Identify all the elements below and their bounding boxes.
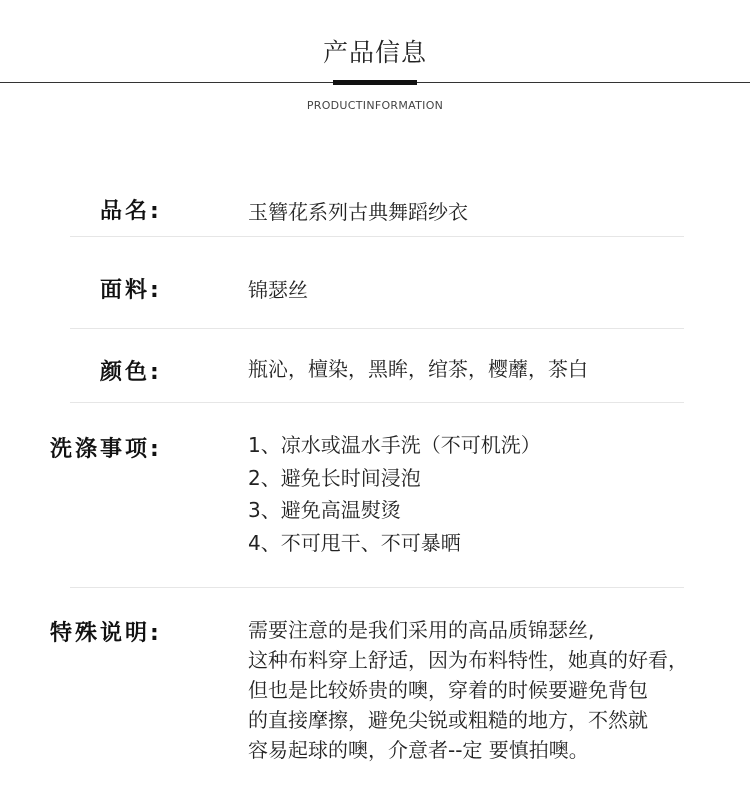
wash-label: 洗涤事项: [50, 437, 162, 462]
note-line: 这种布料穿上舒适，因为布料特性，她真的好看， [248, 648, 688, 672]
note-text [248, 615, 688, 765]
wash-instructions [248, 429, 541, 559]
wash-line: 1、凉水或温水手洗（不可机洗） [248, 433, 541, 457]
fabric-label: 面料: [100, 278, 162, 303]
page-subtitle: PRODUCTINFORMATION [306, 99, 444, 112]
row-divider [70, 328, 684, 329]
name-value: 玉簪花系列古典舞蹈纱衣 [248, 200, 468, 224]
title-divider-accent [333, 80, 417, 85]
note-line: 需要注意的是我们采用的高品质锦瑟丝, [248, 618, 595, 642]
note-label: 特殊说明: [50, 621, 162, 646]
row-divider [70, 402, 684, 403]
name-label: 品名: [100, 199, 162, 224]
row-divider [70, 587, 684, 588]
wash-line: 3、避免高温熨烫 [248, 498, 401, 522]
wash-line: 2、避免长时间浸泡 [248, 465, 421, 490]
note-line: 容易起球的噢，介意者--定 要慎拍噢。 [248, 738, 589, 762]
fabric-value: 锦瑟丝 [248, 278, 308, 302]
color-value: 瓶沁，檀染，黑眸，绾茶，樱蘼，茶白 [248, 357, 588, 381]
wash-line: 4、不可甩干、不可暴晒 [248, 530, 461, 555]
color-label: 颜色: [100, 360, 162, 385]
row-divider [70, 236, 684, 237]
page-title: 产品信息 [322, 38, 427, 67]
note-line: 但也是比较娇贵的噢，穿着的时候要避免背包 [248, 678, 648, 702]
note-line: 的直接摩擦，避免尖锐或粗糙的地方，不然就 [248, 708, 648, 732]
